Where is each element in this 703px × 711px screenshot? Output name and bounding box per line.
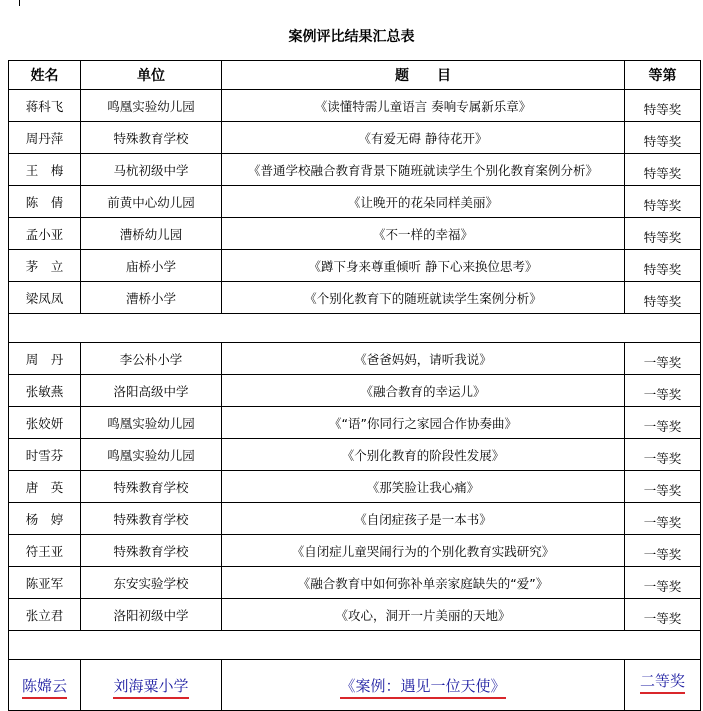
table-row xyxy=(9,375,701,407)
cell-subject: 《有爱无碍 静待花开》 xyxy=(222,122,625,154)
cell-award: 一等奖 xyxy=(625,343,701,375)
cell-unit: 特殊教育学校 xyxy=(81,535,222,567)
cell-subject: 《蹲下身来尊重倾听 静下心来换位思考》 xyxy=(222,250,625,282)
cell-unit: 漕桥小学 xyxy=(81,282,222,314)
blank-separator-row xyxy=(9,314,701,343)
cell-award xyxy=(625,660,701,711)
cell-subject: 《自闭症孩子是一本书》 xyxy=(222,503,625,535)
table-row xyxy=(9,122,701,154)
cell-subject: 《“语”你同行之家园合作协奏曲》 xyxy=(222,407,625,439)
cell-subject: 《不一样的幸福》 xyxy=(222,218,625,250)
cell-unit: 特殊教育学校 xyxy=(81,503,222,535)
cell-award: 一等奖 xyxy=(625,471,701,503)
cell-subject: 《让晚开的花朵同样美丽》 xyxy=(222,186,625,218)
cell-name: 周 丹 xyxy=(9,343,81,375)
cell-award: 一等奖 xyxy=(625,535,701,567)
table-row xyxy=(9,535,701,567)
cell-name: 张姣妍 xyxy=(9,407,81,439)
table-row xyxy=(9,567,701,599)
cell-unit: 特殊教育学校 xyxy=(81,471,222,503)
table-row xyxy=(9,407,701,439)
award-text: 二等奖 xyxy=(640,672,685,694)
cell-subject: 《融合教育中如何弥补单亲家庭缺失的“爱”》 xyxy=(222,567,625,599)
cell-award: 特等奖 xyxy=(625,154,701,186)
cell-award: 特等奖 xyxy=(625,90,701,122)
table-row-highlighted xyxy=(9,660,701,711)
table-row xyxy=(9,282,701,314)
blank-separator-row xyxy=(9,631,701,660)
table-row xyxy=(9,471,701,503)
cell-name: 蒋科飞 xyxy=(9,90,81,122)
unit-text: 刘海粟小学 xyxy=(113,677,188,699)
header-award: 等第 xyxy=(625,61,701,90)
cell-unit: 洛阳初级中学 xyxy=(81,599,222,631)
blank-cell xyxy=(9,631,701,660)
table-row xyxy=(9,90,701,122)
cell-name: 陈 倩 xyxy=(9,186,81,218)
cell-name: 时雪芬 xyxy=(9,439,81,471)
cell-award: 一等奖 xyxy=(625,567,701,599)
cell-name: 梁凤凤 xyxy=(9,282,81,314)
table-row xyxy=(9,439,701,471)
table-row xyxy=(9,186,701,218)
cell-subject: 《融合教育的幸运儿》 xyxy=(222,375,625,407)
cell-subject: 《那笑脸让我心痛》 xyxy=(222,471,625,503)
cell-name: 唐 英 xyxy=(9,471,81,503)
table-row xyxy=(9,154,701,186)
cell-name: 张立君 xyxy=(9,599,81,631)
text-cursor-mark xyxy=(19,0,20,6)
cell-name: 茅 立 xyxy=(9,250,81,282)
cell-award: 一等奖 xyxy=(625,407,701,439)
cell-award: 特等奖 xyxy=(625,186,701,218)
cell-subject: 《读懂特需儿童语言 奏响专属新乐章》 xyxy=(222,90,625,122)
cell-subject: 《自闭症儿童哭闹行为的个别化教育实践研究》 xyxy=(222,535,625,567)
header-unit: 单位 xyxy=(81,61,222,90)
cell-name: 周丹萍 xyxy=(9,122,81,154)
cell-unit: 鸣凰实验幼儿园 xyxy=(81,439,222,471)
cell-name xyxy=(9,660,81,711)
blank-cell xyxy=(9,314,701,343)
cell-award: 一等奖 xyxy=(625,503,701,535)
cell-award: 特等奖 xyxy=(625,282,701,314)
cell-unit: 前黄中心幼儿园 xyxy=(81,186,222,218)
cell-award: 一等奖 xyxy=(625,599,701,631)
results-table xyxy=(8,60,701,711)
cell-subject: 《普通学校融合教育背景下随班就读学生个别化教育案例分析》 xyxy=(222,154,625,186)
cell-unit: 鸣凰实验幼儿园 xyxy=(81,407,222,439)
cell-unit: 李公朴小学 xyxy=(81,343,222,375)
cell-name: 陈亚军 xyxy=(9,567,81,599)
subject-text: 《案例：遇见一位天使》 xyxy=(340,677,505,699)
table-row xyxy=(9,599,701,631)
cell-subject: 《个别化教育下的随班就读学生案例分析》 xyxy=(222,282,625,314)
cell-name: 孟小亚 xyxy=(9,218,81,250)
cell-unit xyxy=(81,660,222,711)
name-text: 陈嫦云 xyxy=(22,677,67,699)
cell-name: 王 梅 xyxy=(9,154,81,186)
cell-name: 符王亚 xyxy=(9,535,81,567)
table-row xyxy=(9,218,701,250)
cell-subject: 《爸爸妈妈，请听我说》 xyxy=(222,343,625,375)
header-subject: 题 目 xyxy=(222,61,625,90)
cell-name: 张敏燕 xyxy=(9,375,81,407)
table-header-row xyxy=(9,61,701,90)
cell-subject: 《攻心，洞开一片美丽的天地》 xyxy=(222,599,625,631)
cell-unit: 庙桥小学 xyxy=(81,250,222,282)
cell-name: 杨 婷 xyxy=(9,503,81,535)
cell-award: 特等奖 xyxy=(625,250,701,282)
cell-unit: 洛阳高级中学 xyxy=(81,375,222,407)
cell-unit: 东安实验学校 xyxy=(81,567,222,599)
document-title: 案例评比结果汇总表 xyxy=(288,29,415,45)
table-row xyxy=(9,503,701,535)
cell-unit: 漕桥幼儿园 xyxy=(81,218,222,250)
cell-award: 特等奖 xyxy=(625,122,701,154)
header-name: 姓名 xyxy=(9,61,81,90)
cell-award: 一等奖 xyxy=(625,439,701,471)
table-row xyxy=(9,250,701,282)
cell-unit: 特殊教育学校 xyxy=(81,122,222,154)
cell-unit: 鸣凰实验幼儿园 xyxy=(81,90,222,122)
cell-subject xyxy=(222,660,625,711)
cell-subject: 《个别化教育的阶段性发展》 xyxy=(222,439,625,471)
cell-award: 特等奖 xyxy=(625,218,701,250)
cell-unit: 马杭初级中学 xyxy=(81,154,222,186)
cell-award: 一等奖 xyxy=(625,375,701,407)
table-row xyxy=(9,343,701,375)
